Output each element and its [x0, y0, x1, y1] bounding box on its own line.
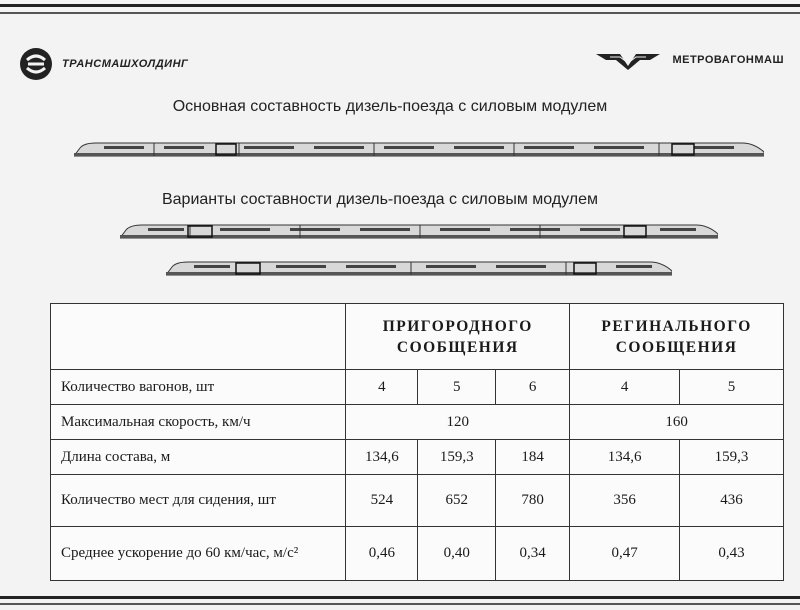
transmashholding-logo-icon	[18, 46, 54, 82]
table-header-row	[51, 304, 784, 370]
train-variant-4	[166, 259, 672, 277]
variants-composition-title: Варианты составности дизель-поезда с силовым модулем	[161, 191, 599, 208]
table-row	[51, 527, 784, 581]
header-regional-line2: СООБЩЕНИЯ	[615, 338, 738, 356]
table-cell: 184	[496, 440, 570, 475]
table-cell: 652	[418, 475, 496, 527]
table-cell: 780	[496, 475, 570, 527]
table-cell: 0,43	[680, 527, 784, 581]
row-label: Длина состава, м	[51, 440, 346, 475]
table-cell: 4	[346, 370, 418, 405]
metrovagonmash-logo	[596, 48, 784, 72]
header-regional	[570, 304, 784, 370]
top-rule-thin	[0, 12, 800, 14]
row-label: Среднее ускорение до 60 км/час, м/с²	[51, 527, 346, 581]
table-cell: 120	[346, 405, 570, 440]
table-row	[51, 475, 784, 527]
row-label: Количество мест для сидения, шт	[51, 475, 346, 527]
basic-composition-title: Основная составность дизель-поезда с силовым модулем	[172, 98, 608, 115]
table-cell: 6	[496, 370, 570, 405]
train-basic	[74, 140, 764, 158]
row-label: Количество вагонов, шт	[51, 370, 346, 405]
train-variant-5	[120, 222, 718, 240]
table-cell: 134,6	[570, 440, 680, 475]
top-rule	[0, 4, 800, 7]
header-suburban	[346, 304, 570, 370]
table-cell: 0,46	[346, 527, 418, 581]
left-logo-text: ТРАНСМАШХОЛДИНГ	[62, 58, 189, 70]
bottom-rule	[0, 596, 800, 599]
table-row	[51, 405, 784, 440]
table-cell: 0,47	[570, 527, 680, 581]
specs-table	[50, 303, 784, 581]
train-variant-4-drawing	[166, 259, 672, 277]
header-regional-line1: РЕГИНАЛЬНОГО	[601, 317, 752, 335]
table-row	[51, 370, 784, 405]
right-logo-text: МЕТРОВАГОНМАШ	[672, 54, 784, 66]
table-cell: 4	[570, 370, 680, 405]
table-cell: 5	[680, 370, 784, 405]
table-cell: 356	[570, 475, 680, 527]
row-label: Максимальная скорость, км/ч	[51, 405, 346, 440]
table-cell: 0,34	[496, 527, 570, 581]
table-cell: 0,40	[418, 527, 496, 581]
train-basic-drawing	[74, 140, 764, 158]
train-variant-5-drawing	[120, 222, 718, 240]
header-suburban-line1: ПРИГОРОДНОГО	[382, 317, 533, 335]
table-cell: 159,3	[418, 440, 496, 475]
table-cell: 160	[570, 405, 784, 440]
table-cell: 524	[346, 475, 418, 527]
transmashholding-logo	[18, 46, 188, 82]
bottom-rule-thin	[0, 603, 800, 605]
metrovagonmash-logo-icon	[596, 48, 660, 72]
table-cell: 159,3	[680, 440, 784, 475]
table-cell: 134,6	[346, 440, 418, 475]
header-suburban-line2: СООБЩЕНИЯ	[396, 338, 519, 356]
header-empty-cell	[51, 304, 346, 370]
table-cell: 5	[418, 370, 496, 405]
table-row	[51, 440, 784, 475]
table-cell: 436	[680, 475, 784, 527]
